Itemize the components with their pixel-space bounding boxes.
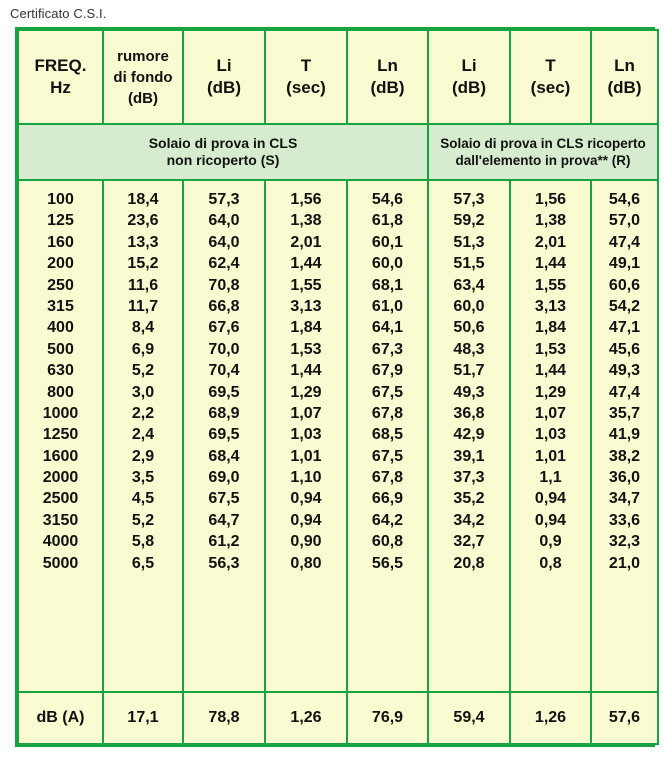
table-cell: 69,0 bbox=[208, 469, 240, 487]
table-cell: 200 bbox=[47, 255, 74, 273]
table-cell: 66,8 bbox=[208, 297, 240, 315]
table-cell: 1,01 bbox=[290, 447, 322, 465]
table-cell: 2,9 bbox=[131, 447, 155, 465]
table-cell: 1,29 bbox=[290, 383, 322, 401]
table-cell: 0,8 bbox=[539, 554, 562, 572]
table-cell: 1,01 bbox=[534, 447, 567, 465]
table-cell: 1,03 bbox=[290, 426, 322, 444]
table-cell: 5,2 bbox=[131, 511, 155, 529]
table-cell: 5000 bbox=[42, 554, 79, 572]
table-cell: 2500 bbox=[42, 490, 79, 508]
table-cell: 21,0 bbox=[608, 554, 641, 572]
table-cell: 2000 bbox=[42, 469, 79, 487]
table-cell: 64,0 bbox=[208, 212, 240, 230]
table-cell: 1,55 bbox=[290, 276, 322, 294]
table-cell: 59,2 bbox=[453, 212, 485, 230]
table-cell: 1,53 bbox=[534, 340, 567, 358]
footer-t-r: 1,26 bbox=[510, 692, 591, 744]
column-frequency bbox=[18, 180, 103, 692]
certificate-caption: Certificato C.S.I. bbox=[10, 6, 107, 21]
table-cell: 41,9 bbox=[608, 426, 641, 444]
table-cell: 68,5 bbox=[371, 426, 404, 444]
footer-t-s: 1,26 bbox=[265, 692, 347, 744]
table-cell: 1000 bbox=[42, 404, 79, 422]
table-cell: 69,5 bbox=[208, 383, 240, 401]
header-li-r: Li (dB) bbox=[428, 30, 510, 124]
table-cell: 2,4 bbox=[131, 426, 155, 444]
table-cell: 8,4 bbox=[131, 319, 155, 337]
table-cell: 2,01 bbox=[290, 233, 322, 251]
table-cell: 48,3 bbox=[453, 340, 485, 358]
header-t-r: T (sec) bbox=[510, 30, 591, 124]
footer-ln-s: 76,9 bbox=[347, 692, 428, 744]
table-cell: 1,55 bbox=[534, 276, 567, 294]
table-cell: 3,13 bbox=[290, 297, 322, 315]
table-cell: 125 bbox=[47, 212, 74, 230]
table-cell: 1,1 bbox=[539, 469, 562, 487]
table-cell: 3,5 bbox=[131, 469, 155, 487]
table-cell: 1,07 bbox=[290, 404, 322, 422]
table-cell: 64,7 bbox=[208, 511, 240, 529]
table-cell: 60,0 bbox=[453, 297, 485, 315]
table-cell: 500 bbox=[47, 340, 74, 358]
table-cell: 57,3 bbox=[453, 191, 485, 208]
table-cell: 68,1 bbox=[371, 276, 404, 294]
header-li-s: Li (dB) bbox=[183, 30, 265, 124]
table-cell: 18,4 bbox=[127, 191, 159, 208]
table-cell: 64,2 bbox=[371, 511, 404, 529]
table-cell: 1,56 bbox=[290, 191, 322, 208]
column-li-s bbox=[183, 180, 265, 692]
table-cell: 36,8 bbox=[453, 404, 485, 422]
table-cell: 64,1 bbox=[371, 319, 404, 337]
table-cell: 45,6 bbox=[608, 340, 641, 358]
table-cell: 62,4 bbox=[208, 255, 240, 273]
header-row bbox=[18, 30, 658, 124]
footer-background-noise: 17,1 bbox=[103, 692, 183, 744]
table-cell: 5,2 bbox=[131, 362, 155, 380]
table-cell: 34,7 bbox=[608, 490, 641, 508]
table-cell: 57,0 bbox=[608, 212, 641, 230]
table-cell: 160 bbox=[47, 233, 74, 251]
table-cell: 315 bbox=[47, 297, 74, 315]
table-cell: 1,07 bbox=[534, 404, 567, 422]
footer-li-r: 59,4 bbox=[428, 692, 510, 744]
column-li-r bbox=[428, 180, 510, 692]
table-cell: 61,8 bbox=[371, 212, 404, 230]
table-cell: 68,9 bbox=[208, 404, 240, 422]
section-row bbox=[18, 124, 658, 180]
table-cell: 47,1 bbox=[608, 319, 641, 337]
table-cell: 5,8 bbox=[131, 533, 155, 551]
table-cell: 3,0 bbox=[131, 383, 155, 401]
table-cell: 56,5 bbox=[371, 554, 404, 572]
table-cell: 54,2 bbox=[608, 297, 641, 315]
table-cell: 100 bbox=[47, 191, 74, 208]
table-cell: 47,4 bbox=[608, 383, 641, 401]
table-cell: 60,6 bbox=[608, 276, 641, 294]
header-ln-s: Ln (dB) bbox=[347, 30, 428, 124]
table-cell: 50,6 bbox=[453, 319, 485, 337]
table-cell: 32,3 bbox=[608, 533, 641, 551]
table-cell: 2,01 bbox=[534, 233, 567, 251]
table-cell: 23,6 bbox=[127, 212, 159, 230]
table-cell: 800 bbox=[47, 383, 74, 401]
table-cell: 70,4 bbox=[208, 362, 240, 380]
column-t-r bbox=[510, 180, 591, 692]
section-covered-slab: Solaio di prova in CLS ricoperto dall'elemento in prova** (R) bbox=[428, 124, 658, 180]
measurement-table-frame bbox=[15, 27, 655, 747]
table-cell: 63,4 bbox=[453, 276, 485, 294]
table-cell: 1,53 bbox=[290, 340, 322, 358]
table-cell: 61,2 bbox=[208, 533, 240, 551]
table-cell: 1,84 bbox=[534, 319, 567, 337]
header-ln-r: Ln (dB) bbox=[591, 30, 658, 124]
table-cell: 51,3 bbox=[453, 233, 485, 251]
table-cell: 49,3 bbox=[453, 383, 485, 401]
table-cell: 67,5 bbox=[371, 383, 404, 401]
table-cell: 13,3 bbox=[127, 233, 159, 251]
table-cell: 68,4 bbox=[208, 447, 240, 465]
table-cell: 0,94 bbox=[534, 511, 567, 529]
table-cell: 69,5 bbox=[208, 426, 240, 444]
table-cell: 42,9 bbox=[453, 426, 485, 444]
table-cell: 400 bbox=[47, 319, 74, 337]
table-cell: 60,8 bbox=[371, 533, 404, 551]
table-cell: 1,38 bbox=[290, 212, 322, 230]
column-t-s bbox=[265, 180, 347, 692]
table-cell: 67,5 bbox=[208, 490, 240, 508]
header-freq: FREQ. Hz bbox=[18, 30, 103, 124]
table-cell: 70,8 bbox=[208, 276, 240, 294]
table-cell: 67,5 bbox=[371, 447, 404, 465]
table-cell: 54,6 bbox=[608, 191, 641, 208]
table-cell: 0,94 bbox=[290, 511, 322, 529]
footer-row bbox=[18, 692, 658, 744]
column-ln-s bbox=[347, 180, 428, 692]
table-cell: 250 bbox=[47, 276, 74, 294]
table-cell: 67,6 bbox=[208, 319, 240, 337]
table-cell: 1,84 bbox=[290, 319, 322, 337]
footer-li-s: 78,8 bbox=[183, 692, 265, 744]
table-cell: 0,94 bbox=[290, 490, 322, 508]
data-row bbox=[18, 180, 658, 692]
table-cell: 67,8 bbox=[371, 469, 404, 487]
footer-label: dB (A) bbox=[18, 692, 103, 744]
table-cell: 0,90 bbox=[290, 533, 322, 551]
table-cell: 4,5 bbox=[131, 490, 155, 508]
table-cell: 4000 bbox=[42, 533, 79, 551]
table-cell: 1,29 bbox=[534, 383, 567, 401]
table-cell: 3150 bbox=[42, 511, 79, 529]
table-cell: 15,2 bbox=[127, 255, 159, 273]
table-cell: 1,38 bbox=[534, 212, 567, 230]
table-cell: 35,7 bbox=[608, 404, 641, 422]
table-cell: 1250 bbox=[42, 426, 79, 444]
table-cell: 1600 bbox=[42, 447, 79, 465]
table-cell: 36,0 bbox=[608, 469, 641, 487]
measurement-table bbox=[17, 29, 659, 745]
table-cell: 11,7 bbox=[127, 297, 159, 315]
table-cell: 3,13 bbox=[534, 297, 567, 315]
table-cell: 61,0 bbox=[371, 297, 404, 315]
table-cell: 67,8 bbox=[371, 404, 404, 422]
table-cell: 0,80 bbox=[290, 554, 322, 572]
table-cell: 67,9 bbox=[371, 362, 404, 380]
table-cell: 51,7 bbox=[453, 362, 485, 380]
table-cell: 1,44 bbox=[290, 362, 322, 380]
table-cell: 630 bbox=[47, 362, 74, 380]
table-cell: 47,4 bbox=[608, 233, 641, 251]
column-ln-r bbox=[591, 180, 658, 692]
table-cell: 35,2 bbox=[453, 490, 485, 508]
table-cell: 6,9 bbox=[131, 340, 155, 358]
table-cell: 1,03 bbox=[534, 426, 567, 444]
table-cell: 66,9 bbox=[371, 490, 404, 508]
table-cell: 51,5 bbox=[453, 255, 485, 273]
table-cell: 33,6 bbox=[608, 511, 641, 529]
table-cell: 38,2 bbox=[608, 447, 641, 465]
table-cell: 56,3 bbox=[208, 554, 240, 572]
header-background-noise: rumore di fondo (dB) bbox=[103, 30, 183, 124]
table-cell: 49,3 bbox=[608, 362, 641, 380]
table-cell: 6,5 bbox=[131, 554, 155, 572]
table-cell: 67,3 bbox=[371, 340, 404, 358]
table-cell: 1,44 bbox=[534, 255, 567, 273]
table-cell: 0,9 bbox=[539, 533, 562, 551]
table-cell: 1,44 bbox=[290, 255, 322, 273]
table-cell: 60,1 bbox=[371, 233, 404, 251]
table-cell: 11,6 bbox=[127, 276, 159, 294]
table-cell: 64,0 bbox=[208, 233, 240, 251]
header-t-s: T (sec) bbox=[265, 30, 347, 124]
footer-ln-r: 57,6 bbox=[591, 692, 658, 744]
table-cell: 20,8 bbox=[453, 554, 485, 572]
table-cell: 70,0 bbox=[208, 340, 240, 358]
table-cell: 1,44 bbox=[534, 362, 567, 380]
table-cell: 60,0 bbox=[371, 255, 404, 273]
table-cell: 1,56 bbox=[534, 191, 567, 208]
table-cell: 0,94 bbox=[534, 490, 567, 508]
table-cell: 2,2 bbox=[131, 404, 155, 422]
table-cell: 54,6 bbox=[371, 191, 404, 208]
table-cell: 1,10 bbox=[290, 469, 322, 487]
column-background-noise bbox=[103, 180, 183, 692]
table-cell: 39,1 bbox=[453, 447, 485, 465]
table-cell: 37,3 bbox=[453, 469, 485, 487]
table-cell: 49,1 bbox=[608, 255, 641, 273]
section-uncovered-slab: Solaio di prova in CLS non ricoperto (S) bbox=[18, 124, 428, 180]
table-cell: 57,3 bbox=[208, 191, 240, 208]
table-cell: 34,2 bbox=[453, 511, 485, 529]
table-cell: 32,7 bbox=[453, 533, 485, 551]
